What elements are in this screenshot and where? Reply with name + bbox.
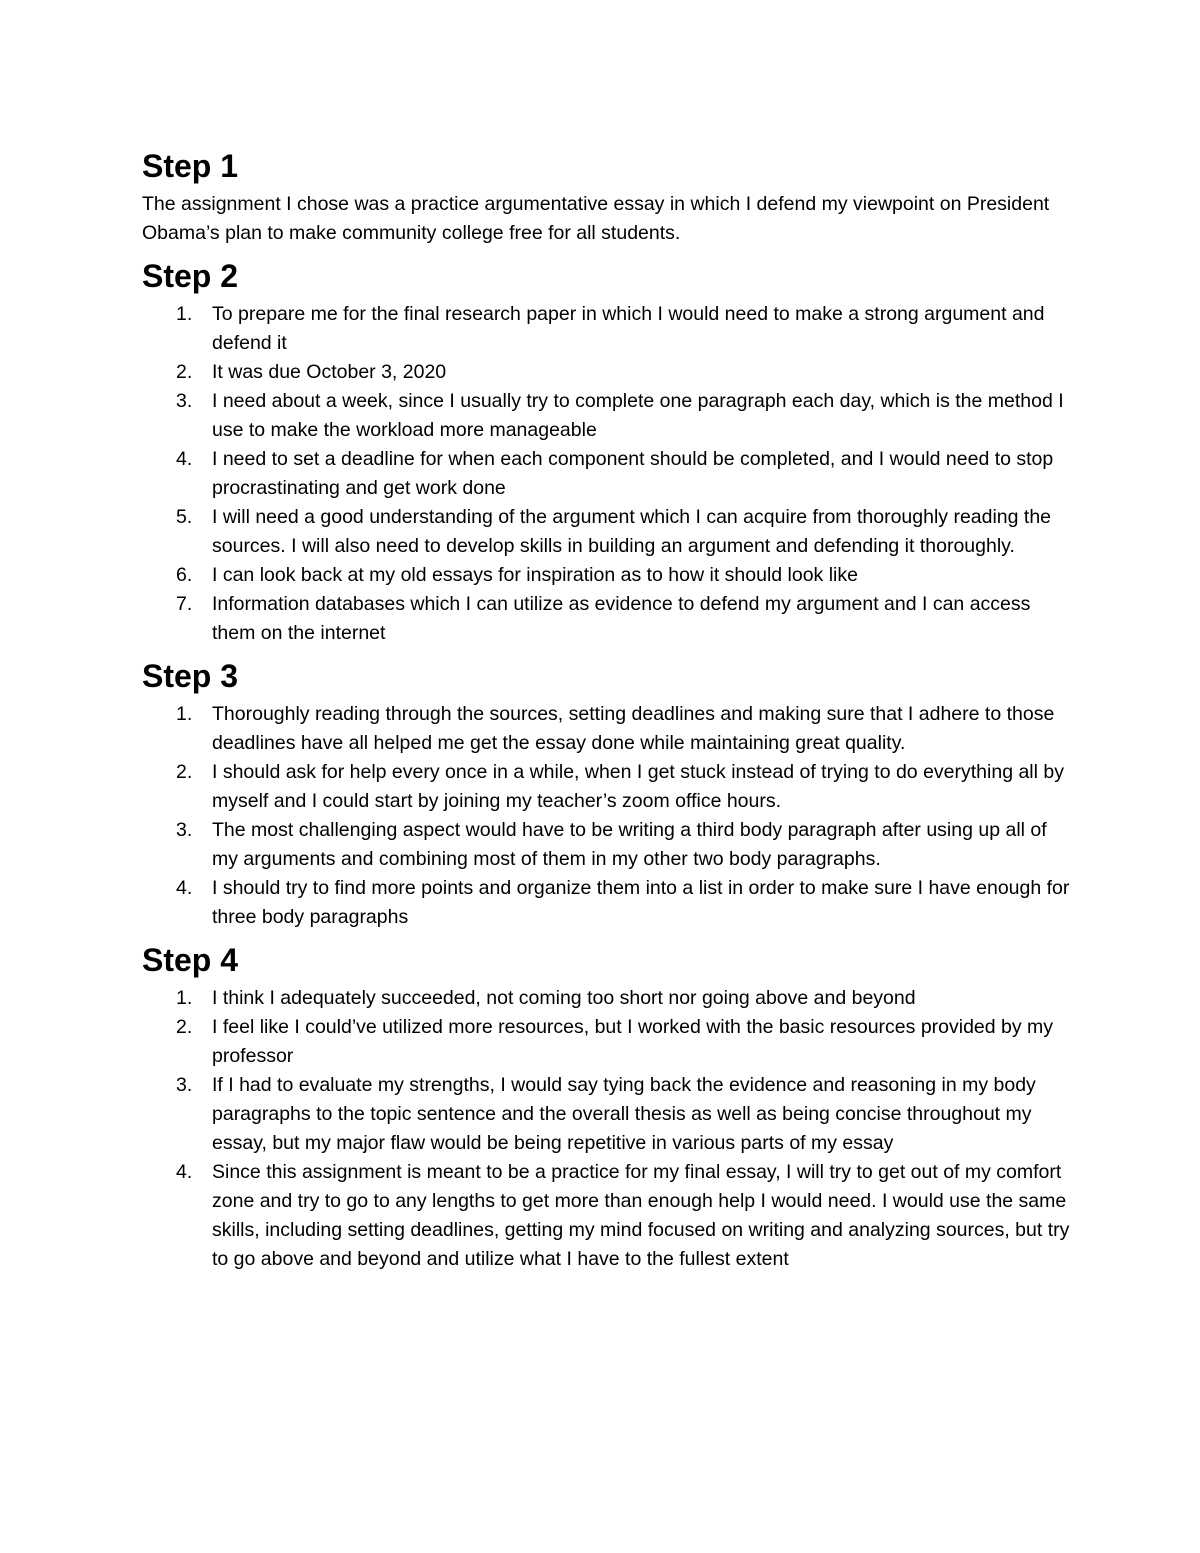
list-item (142, 1158, 1072, 1274)
list-number: 1. (176, 987, 193, 1009)
list-number: 4. (176, 448, 193, 470)
section-heading: Step 2 (142, 258, 239, 294)
list-item (142, 700, 1072, 758)
list-item (142, 1071, 1072, 1158)
list-item-text: I should ask for help every once in a while, when I get stuck instead of trying to do everything all by myself and I could start by joining my teacher’s zoom office hours. (212, 761, 1064, 812)
list-item-text: I think I adequately succeeded, not coming too short nor going above and beyond (212, 987, 916, 1009)
list-number: 2. (176, 361, 193, 383)
list-item (142, 300, 1072, 358)
list-item-text: Information databases which I can utilize as evidence to defend my argument and I can access them on the internet (212, 593, 1031, 644)
list-item-text: If I had to evaluate my strengths, I would say tying back the evidence and reasoning in my body paragraphs to the topic sentence and the overall thesis as well as being concise throughout my essay, but my major flaw would be being repetitive in various parts of my essay (212, 1074, 1036, 1154)
list-item (142, 503, 1072, 561)
list-item-text: It was due October 3, 2020 (212, 361, 447, 383)
numbered-list (142, 700, 1072, 932)
list-number: 2. (176, 1016, 193, 1038)
section-heading: Step 4 (142, 942, 239, 978)
section-heading: Step 3 (142, 658, 239, 694)
list-item (142, 445, 1072, 503)
list-item-text: I will need a good understanding of the argument which I can acquire from thoroughly reading the sources. I will also need to develop skills in building an argument and defending it thoroughly. (212, 506, 1052, 557)
list-item-text: I can look back at my old essays for inspiration as to how it should look like (212, 564, 858, 586)
list-number: 4. (176, 877, 193, 899)
section-step-2 (142, 256, 1072, 648)
list-item (142, 984, 1072, 1013)
list-item (142, 590, 1072, 648)
list-number: 3. (176, 1074, 193, 1096)
list-item-text: I feel like I could’ve utilized more resources, but I worked with the basic resources provided by my professor (212, 1016, 1054, 1067)
list-item (142, 358, 1072, 387)
document-page (142, 146, 1072, 1282)
list-number: 6. (176, 564, 193, 586)
list-item-text: I need about a week, since I usually try to complete one paragraph each day, which is the method I use to make the workload more manageable (212, 390, 1064, 441)
list-number: 1. (176, 703, 193, 725)
section-step-4 (142, 940, 1072, 1274)
list-item (142, 758, 1072, 816)
section-paragraph: The assignment I chose was a practice argumentative essay in which I defend my viewpoint on President Obama’s plan to make community college free for all students. (142, 193, 1050, 244)
list-item (142, 1013, 1072, 1071)
list-number: 3. (176, 390, 193, 412)
list-item-text: To prepare me for the final research paper in which I would need to make a strong argument and defend it (212, 303, 1045, 354)
list-item (142, 816, 1072, 874)
list-number: 7. (176, 593, 193, 615)
list-number: 4. (176, 1161, 193, 1183)
numbered-list (142, 984, 1072, 1274)
numbered-list (142, 300, 1072, 648)
list-number: 3. (176, 819, 193, 841)
list-item (142, 387, 1072, 445)
list-item-text: I need to set a deadline for when each component should be completed, and I would need to stop procrastinating and get work done (212, 448, 1054, 499)
list-number: 2. (176, 761, 193, 783)
section-heading: Step 1 (142, 148, 239, 184)
list-item (142, 561, 1072, 590)
section-step-3 (142, 656, 1072, 932)
list-item-text: I should try to find more points and organize them into a list in order to make sure I have enough for three body paragraphs (212, 877, 1070, 928)
list-number: 1. (176, 303, 193, 325)
list-item-text: The most challenging aspect would have to be writing a third body paragraph after using up all of my arguments and combining most of them in my other two body paragraphs. (212, 819, 1047, 870)
section-step-1 (142, 146, 1072, 248)
list-item-text: Thoroughly reading through the sources, setting deadlines and making sure that I adhere to those deadlines have all helped me get the essay done while maintaining great quality. (212, 703, 1055, 754)
list-number: 5. (176, 506, 193, 528)
list-item-text: Since this assignment is meant to be a practice for my final essay, I will try to get out of my comfort zone and try to go to any lengths to get more than enough help I would need. I would use the same skills, including setting deadlines, getting my mind focused on writing and analyzing sources, but try to go above and beyond and utilize what I have to the fullest extent (212, 1161, 1070, 1270)
list-item (142, 874, 1072, 932)
